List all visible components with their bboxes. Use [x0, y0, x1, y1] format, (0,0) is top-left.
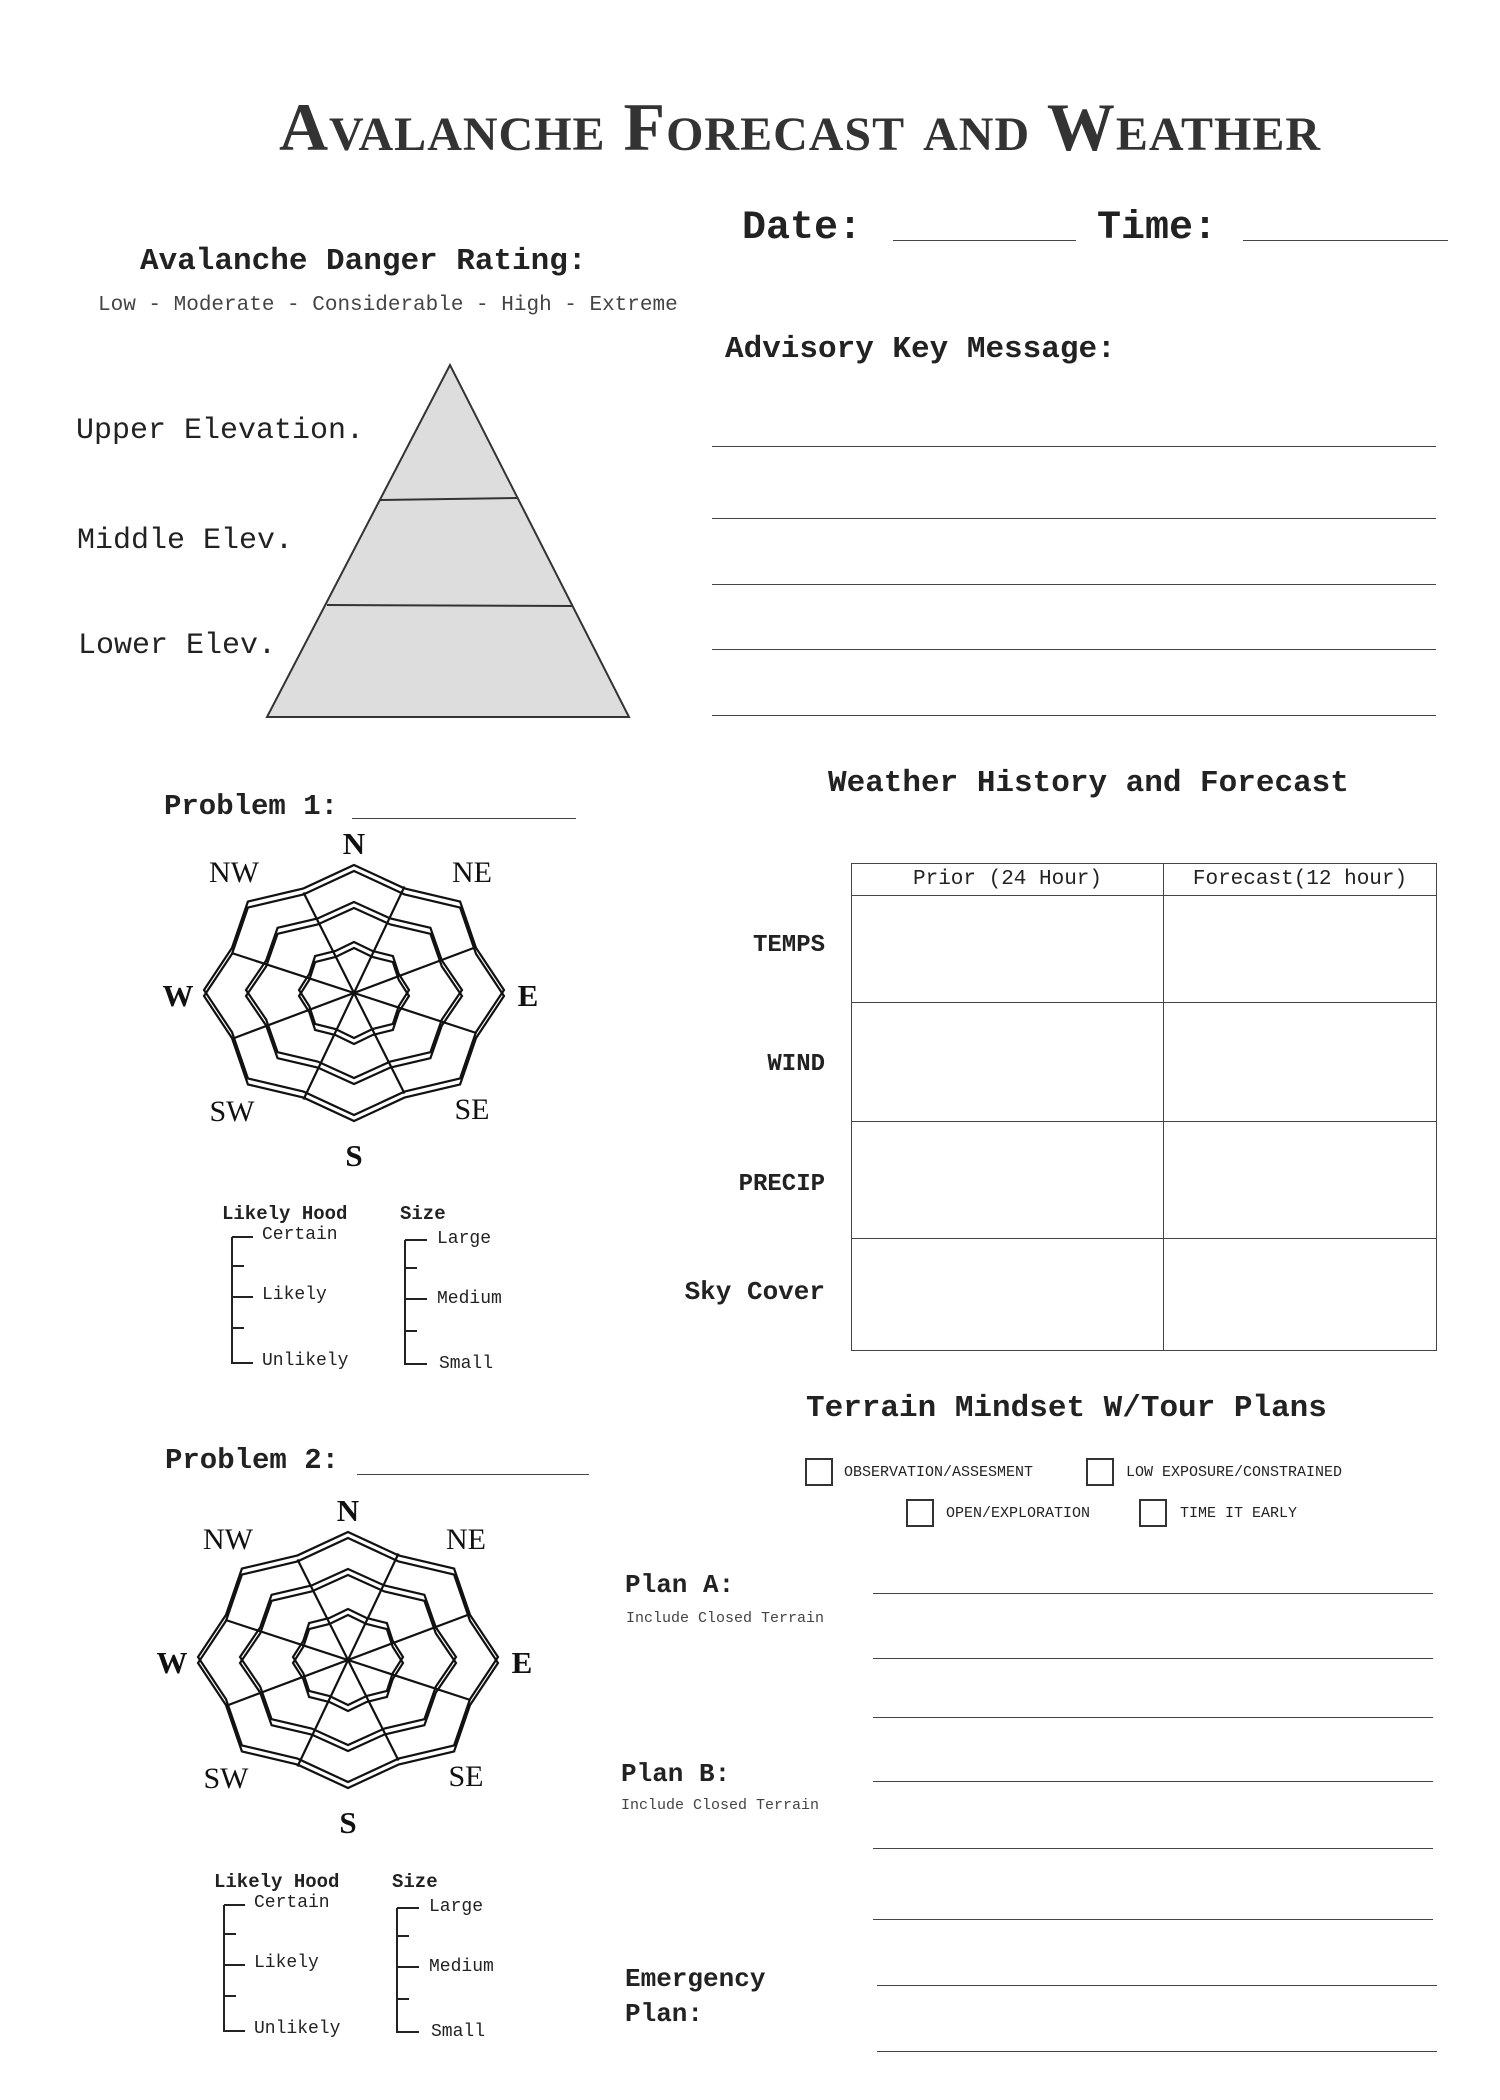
compass-label-e: E	[517, 978, 539, 1013]
rose-ring	[293, 1609, 403, 1705]
option-time-it-early: TIME IT EARLY	[1180, 1505, 1298, 1522]
column-header-prior: Prior (24 Hour)	[852, 864, 1164, 896]
aspect-rose-problem-2[interactable]	[198, 1532, 498, 1788]
option-open-exploration: OPEN/EXPLORATION	[946, 1505, 1091, 1522]
compass-label-sw: SW	[203, 1762, 249, 1795]
terrain-heading: Terrain Mindset W/Tour Plans	[806, 1391, 1327, 1426]
precip-forecast-cell[interactable]	[1164, 1122, 1437, 1239]
rose-ring	[240, 1569, 456, 1745]
danger-pyramid[interactable]	[267, 365, 629, 717]
likelihood-certain: Certain	[254, 1893, 330, 1913]
emergency-line[interactable]	[877, 1985, 1437, 1986]
row-label-precip: PRECIP	[738, 1171, 825, 1198]
temps-prior-cell[interactable]	[852, 896, 1164, 1003]
rose-sector-line	[297, 1560, 398, 1761]
likelihood-likely: Likely	[262, 1285, 327, 1305]
size-medium: Medium	[437, 1289, 502, 1309]
page-title: Avalanche Forecast and Weather	[278, 89, 1322, 165]
likelihood-heading: Likely Hood	[222, 1203, 348, 1225]
row-label-sky-cover: Sky Cover	[684, 1277, 825, 1307]
size-heading: Size	[400, 1203, 446, 1225]
likelihood-certain: Certain	[262, 1225, 338, 1245]
compass-label-n: N	[342, 826, 366, 861]
middle-elevation-label: Middle Elev.	[77, 524, 294, 558]
rose-ring	[299, 942, 409, 1038]
advisory-line[interactable]	[712, 446, 1436, 447]
compass-label-nw: NW	[203, 1523, 253, 1556]
likelihood-scale[interactable]	[232, 1237, 253, 1364]
size-scale[interactable]	[405, 1240, 427, 1365]
size-scale[interactable]	[397, 1908, 419, 2033]
likelihood-likely: Likely	[254, 1953, 319, 1973]
weather-table	[851, 863, 1437, 1351]
checkbox-open-exploration[interactable]	[906, 1499, 934, 1527]
emergency-plan-label-2: Plan:	[625, 1999, 704, 2029]
wind-forecast-cell[interactable]	[1164, 1003, 1437, 1122]
compass-label-ne: NE	[446, 1523, 486, 1556]
compass-label-se: SE	[454, 1093, 490, 1126]
wind-prior-cell[interactable]	[852, 1003, 1164, 1122]
advisory-line[interactable]	[712, 649, 1436, 650]
lower-elevation-label: Lower Elev.	[78, 629, 277, 663]
checkbox-time-it-early[interactable]	[1139, 1499, 1167, 1527]
advisory-line[interactable]	[712, 715, 1436, 716]
pyramid-outline	[267, 365, 629, 717]
row-label-wind: WIND	[767, 1051, 825, 1078]
emergency-plan-label: Emergency	[625, 1964, 766, 1994]
plan-b-line[interactable]	[873, 1848, 1433, 1849]
emergency-line[interactable]	[877, 2051, 1437, 2052]
checkbox-observation[interactable]	[805, 1458, 833, 1486]
danger-rating-heading: Avalanche Danger Rating:	[140, 244, 587, 279]
pyramid-lower-divider	[327, 605, 573, 606]
plan-b-label: Plan B:	[621, 1759, 731, 1789]
advisory-line[interactable]	[712, 584, 1436, 585]
compass-label-ne: NE	[452, 856, 492, 889]
checkbox-low-exposure[interactable]	[1086, 1458, 1114, 1486]
date-label: Date:	[742, 206, 863, 251]
compass-label-sw: SW	[209, 1095, 255, 1128]
size-small: Small	[431, 2022, 486, 2042]
problem-1-label: Problem 1:	[164, 790, 339, 823]
advisory-line[interactable]	[712, 518, 1436, 519]
compass-label-s: S	[345, 1138, 363, 1173]
plan-a-line[interactable]	[873, 1658, 1433, 1659]
aspect-rose-problem-1[interactable]	[204, 865, 504, 1121]
plan-a-line[interactable]	[873, 1717, 1433, 1718]
plan-a-label: Plan A:	[625, 1570, 735, 1600]
plan-a-line[interactable]	[873, 1593, 1433, 1594]
likelihood-unlikely: Unlikely	[262, 1351, 349, 1371]
plan-b-line[interactable]	[873, 1919, 1433, 1920]
temps-forecast-cell[interactable]	[1164, 896, 1437, 1003]
option-low-exposure: LOW EXPOSURE/CONSTRAINED	[1126, 1464, 1343, 1481]
advisory-heading: Advisory Key Message:	[725, 332, 1116, 367]
compass-label-nw: NW	[209, 856, 259, 889]
rose-sector-line	[303, 893, 404, 1094]
size-medium: Medium	[429, 1957, 494, 1977]
rose-ring	[299, 948, 409, 1044]
likelihood-heading: Likely Hood	[214, 1871, 340, 1893]
danger-scale: Low - Moderate - Considerable - High - Extreme	[98, 294, 678, 317]
precip-prior-cell[interactable]	[852, 1122, 1164, 1239]
sky-cover-prior-cell[interactable]	[852, 1239, 1164, 1351]
plan-b-note: Include Closed Terrain	[621, 1797, 820, 1814]
plan-b-line[interactable]	[873, 1781, 1433, 1782]
compass-label-e: E	[511, 1645, 533, 1680]
rose-ring	[246, 902, 462, 1078]
plan-a-note: Include Closed Terrain	[626, 1610, 825, 1627]
rose-ring	[240, 1575, 456, 1751]
size-large: Large	[437, 1229, 492, 1249]
compass-label-w: W	[156, 1645, 188, 1680]
weather-heading: Weather History and Forecast	[828, 766, 1349, 801]
compass-label-s: S	[339, 1805, 357, 1840]
likelihood-unlikely: Unlikely	[254, 2019, 341, 2039]
sky-cover-forecast-cell[interactable]	[1164, 1239, 1437, 1351]
rose-ring	[293, 1615, 403, 1711]
compass-label-se: SE	[448, 1760, 484, 1793]
size-large: Large	[429, 1897, 484, 1917]
row-label-temps: TEMPS	[752, 932, 825, 959]
time-label: Time:	[1097, 206, 1218, 251]
likelihood-scale[interactable]	[224, 1905, 245, 2032]
rose-ring	[246, 908, 462, 1084]
size-heading: Size	[392, 1871, 438, 1893]
size-small: Small	[439, 1354, 494, 1374]
upper-elevation-label: Upper Elevation.	[76, 414, 365, 448]
problem-2-label: Problem 2:	[165, 1444, 340, 1477]
column-header-forecast: Forecast(12 hour)	[1164, 864, 1437, 896]
option-observation: OBSERVATION/ASSESMENT	[844, 1464, 1034, 1481]
compass-label-w: W	[162, 978, 194, 1013]
compass-label-n: N	[336, 1493, 360, 1528]
problem-2-field[interactable]	[357, 1474, 589, 1475]
problem-1-field[interactable]	[352, 818, 576, 819]
